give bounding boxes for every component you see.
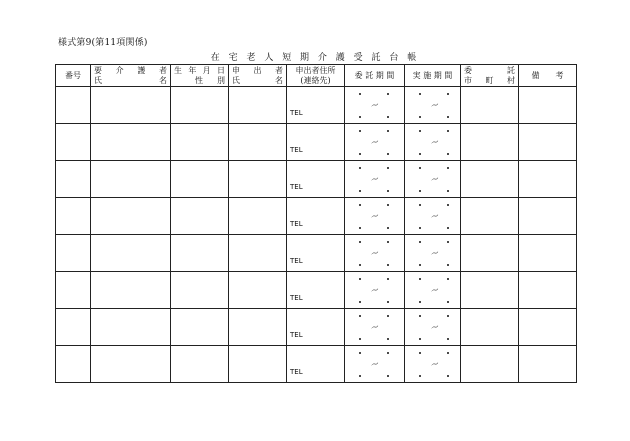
date-separator-dot	[419, 278, 421, 280]
cell-remarks[interactable]	[519, 346, 577, 383]
date-separator-dot	[419, 190, 421, 192]
date-separator-dot	[359, 190, 361, 192]
date-separator-dot	[419, 93, 421, 95]
date-separator-dot	[419, 167, 421, 169]
date-separator-dot	[419, 352, 421, 354]
cell-number[interactable]	[56, 309, 91, 346]
date-separator-dot	[359, 93, 361, 95]
range-mark: ～	[369, 210, 381, 223]
cell-applicant-address[interactable]	[287, 346, 345, 383]
date-separator-dot	[387, 227, 389, 229]
date-separator-dot	[419, 264, 421, 266]
header-text: 市	[464, 75, 472, 85]
date-separator-dot	[387, 190, 389, 192]
table-row	[56, 198, 577, 235]
cell-actual-period[interactable]	[405, 272, 461, 309]
date-separator-dot	[447, 278, 449, 280]
cell-birth-sex[interactable]	[171, 198, 229, 235]
cell-actual-period[interactable]	[405, 198, 461, 235]
header-municipality	[461, 65, 519, 87]
range-mark: ～	[429, 247, 441, 260]
cell-number[interactable]	[56, 161, 91, 198]
header-actual-period-label: 実 施 期 間	[412, 70, 453, 80]
range-mark: ～	[429, 358, 441, 371]
cell-municipality[interactable]	[461, 346, 519, 383]
header-text: 出	[253, 65, 262, 75]
cell-remarks[interactable]	[519, 309, 577, 346]
cell-applicant-name[interactable]	[229, 161, 287, 198]
cell-consign-period[interactable]	[345, 272, 405, 309]
date-separator-dot	[419, 116, 421, 118]
cell-birth-sex[interactable]	[171, 272, 229, 309]
cell-municipality[interactable]	[461, 198, 519, 235]
cell-applicant-address[interactable]	[287, 161, 345, 198]
date-separator-dot	[419, 153, 421, 155]
date-separator-dot	[387, 301, 389, 303]
cell-applicant-name[interactable]	[229, 87, 287, 124]
cell-care-recipient-name[interactable]	[91, 124, 171, 161]
header-remarks-label: 備 考	[531, 70, 564, 80]
date-separator-dot	[359, 167, 361, 169]
cell-birth-sex[interactable]	[171, 309, 229, 346]
cell-applicant-address[interactable]	[287, 309, 345, 346]
range-mark: ～	[429, 210, 441, 223]
cell-municipality[interactable]	[461, 309, 519, 346]
cell-consign-period[interactable]	[345, 161, 405, 198]
cell-applicant-name[interactable]	[229, 346, 287, 383]
cell-remarks[interactable]	[519, 235, 577, 272]
range-mark: ～	[429, 99, 441, 112]
date-separator-dot	[419, 338, 421, 340]
cell-consign-period[interactable]	[345, 124, 405, 161]
table-row	[56, 272, 577, 309]
cell-care-recipient-name[interactable]	[91, 346, 171, 383]
date-separator-dot	[447, 130, 449, 132]
date-separator-dot	[387, 93, 389, 95]
cell-actual-period[interactable]	[405, 124, 461, 161]
header-text: 氏	[94, 75, 102, 85]
header-birth-sex	[171, 65, 229, 87]
cell-applicant-name[interactable]	[229, 235, 287, 272]
cell-care-recipient-name[interactable]	[91, 161, 171, 198]
date-separator-dot	[447, 375, 449, 377]
date-separator-dot	[359, 227, 361, 229]
date-separator-dot	[447, 93, 449, 95]
header-sex-bottom	[174, 76, 225, 86]
date-separator-dot	[387, 116, 389, 118]
header-text: 生	[174, 65, 182, 75]
header-applicant	[229, 65, 287, 87]
cell-consign-period[interactable]	[345, 309, 405, 346]
cell-consign-period[interactable]	[345, 235, 405, 272]
date-separator-dot	[359, 241, 361, 243]
tel-label: TEL	[290, 294, 303, 302]
cell-actual-period[interactable]	[405, 346, 461, 383]
cell-applicant-address[interactable]	[287, 198, 345, 235]
cell-remarks[interactable]	[519, 198, 577, 235]
date-separator-dot	[387, 315, 389, 317]
cell-remarks[interactable]	[519, 124, 577, 161]
header-text: 町	[485, 75, 494, 85]
register-body	[56, 87, 577, 383]
header-number	[56, 65, 91, 87]
cell-applicant-address[interactable]	[287, 124, 345, 161]
cell-remarks[interactable]	[519, 161, 577, 198]
date-separator-dot	[387, 352, 389, 354]
date-separator-dot	[447, 227, 449, 229]
header-text: 性	[195, 75, 203, 85]
header-text: 者	[275, 65, 283, 75]
cell-care-recipient-name[interactable]	[91, 198, 171, 235]
form-number-label: 様式第9(第11項関係)	[58, 38, 148, 48]
range-mark: ～	[369, 136, 381, 149]
cell-actual-period[interactable]	[405, 87, 461, 124]
tel-label: TEL	[290, 183, 303, 191]
cell-consign-period[interactable]	[345, 346, 405, 383]
date-separator-dot	[447, 338, 449, 340]
date-separator-dot	[419, 241, 421, 243]
table-row	[56, 161, 577, 198]
cell-municipality[interactable]	[461, 87, 519, 124]
header-text: 別	[217, 75, 225, 85]
cell-municipality[interactable]	[461, 124, 519, 161]
date-separator-dot	[387, 167, 389, 169]
header-municipality-bottom	[464, 76, 515, 86]
cell-municipality[interactable]	[461, 235, 519, 272]
range-mark: ～	[369, 321, 381, 334]
range-mark: ～	[369, 284, 381, 297]
cell-number[interactable]	[56, 87, 91, 124]
cell-birth-sex[interactable]	[171, 87, 229, 124]
document-title: 在 宅 老 人 短 期 介 護 受 託 台 帳	[210, 53, 420, 63]
cell-actual-period[interactable]	[405, 309, 461, 346]
cell-care-recipient-name[interactable]	[91, 235, 171, 272]
cell-birth-sex[interactable]	[171, 346, 229, 383]
header-municipality-top	[464, 66, 515, 76]
header-remarks	[519, 65, 577, 87]
date-separator-dot	[419, 130, 421, 132]
cell-birth-sex[interactable]	[171, 235, 229, 272]
cell-number[interactable]	[56, 235, 91, 272]
cell-municipality[interactable]	[461, 161, 519, 198]
date-separator-dot	[359, 130, 361, 132]
header-actual-period	[405, 65, 461, 87]
date-separator-dot	[419, 204, 421, 206]
header-text: 護	[137, 65, 146, 75]
tel-label: TEL	[290, 331, 303, 339]
register-table	[55, 64, 577, 383]
cell-actual-period[interactable]	[405, 161, 461, 198]
date-separator-dot	[447, 352, 449, 354]
header-birth-top	[174, 66, 225, 76]
date-separator-dot	[447, 190, 449, 192]
cell-applicant-address[interactable]	[287, 235, 345, 272]
header-text: 村	[507, 75, 515, 85]
range-mark: ～	[429, 136, 441, 149]
date-separator-dot	[387, 278, 389, 280]
date-separator-dot	[387, 338, 389, 340]
header-applicant-top	[232, 66, 283, 76]
table-row	[56, 346, 577, 383]
table-row	[56, 87, 577, 124]
cell-applicant-address[interactable]	[287, 272, 345, 309]
tel-label: TEL	[290, 368, 303, 376]
date-separator-dot	[387, 241, 389, 243]
cell-applicant-address[interactable]	[287, 87, 345, 124]
range-mark: ～	[369, 358, 381, 371]
cell-applicant-name[interactable]	[229, 309, 287, 346]
date-separator-dot	[447, 167, 449, 169]
cell-birth-sex[interactable]	[171, 161, 229, 198]
header-text: 託	[507, 65, 515, 75]
tel-label: TEL	[290, 257, 303, 265]
cell-number[interactable]	[56, 124, 91, 161]
date-separator-dot	[387, 204, 389, 206]
header-text: 介	[115, 65, 124, 75]
range-mark: ～	[369, 99, 381, 112]
date-separator-dot	[447, 204, 449, 206]
date-separator-dot	[359, 301, 361, 303]
range-mark: ～	[429, 173, 441, 186]
cell-applicant-name[interactable]	[229, 198, 287, 235]
header-applicant-bottom	[232, 76, 283, 86]
cell-number[interactable]	[56, 346, 91, 383]
date-separator-dot	[387, 130, 389, 132]
cell-care-recipient-name[interactable]	[91, 272, 171, 309]
cell-applicant-name[interactable]	[229, 124, 287, 161]
header-text: 名	[159, 75, 167, 85]
date-separator-dot	[387, 264, 389, 266]
cell-applicant-name[interactable]	[229, 272, 287, 309]
header-row	[56, 65, 577, 87]
cell-remarks[interactable]	[519, 272, 577, 309]
date-separator-dot	[447, 301, 449, 303]
range-mark: ～	[429, 284, 441, 297]
header-text: 申	[232, 65, 240, 75]
header-consign-period-label: 委 託 期 間	[354, 70, 395, 80]
date-separator-dot	[359, 116, 361, 118]
cell-municipality[interactable]	[461, 272, 519, 309]
range-mark: ～	[369, 173, 381, 186]
date-separator-dot	[359, 278, 361, 280]
date-separator-dot	[419, 301, 421, 303]
header-address-top: 申出者住所	[295, 65, 336, 75]
date-separator-dot	[447, 116, 449, 118]
date-separator-dot	[359, 204, 361, 206]
date-separator-dot	[447, 153, 449, 155]
header-care-recipient-bottom	[94, 76, 167, 86]
header-text: 年	[188, 65, 197, 75]
tel-label: TEL	[290, 109, 303, 117]
header-care-recipient	[91, 65, 171, 87]
header-consign-period	[345, 65, 405, 87]
date-separator-dot	[359, 338, 361, 340]
date-separator-dot	[387, 153, 389, 155]
date-separator-dot	[447, 264, 449, 266]
cell-care-recipient-name[interactable]	[91, 309, 171, 346]
date-separator-dot	[359, 375, 361, 377]
header-number-label: 番号	[65, 70, 81, 80]
cell-consign-period[interactable]	[345, 198, 405, 235]
tel-label: TEL	[290, 146, 303, 154]
date-separator-dot	[359, 264, 361, 266]
date-separator-dot	[447, 315, 449, 317]
date-separator-dot	[447, 241, 449, 243]
table-row	[56, 235, 577, 272]
date-separator-dot	[359, 153, 361, 155]
date-separator-dot	[419, 315, 421, 317]
range-mark: ～	[429, 321, 441, 334]
header-text: 月	[202, 65, 211, 75]
header-text: 要	[94, 65, 102, 75]
table-row	[56, 124, 577, 161]
header-text: 名	[275, 75, 283, 85]
cell-number[interactable]	[56, 272, 91, 309]
date-separator-dot	[359, 352, 361, 354]
cell-number[interactable]	[56, 198, 91, 235]
table-row	[56, 309, 577, 346]
cell-actual-period[interactable]	[405, 235, 461, 272]
header-text: 氏	[232, 75, 240, 85]
date-separator-dot	[359, 315, 361, 317]
header-text: 委	[464, 65, 472, 75]
cell-care-recipient-name[interactable]	[91, 87, 171, 124]
header-text: 日	[216, 65, 225, 75]
cell-birth-sex[interactable]	[171, 124, 229, 161]
date-separator-dot	[387, 375, 389, 377]
range-mark: ～	[369, 247, 381, 260]
cell-consign-period[interactable]	[345, 87, 405, 124]
header-address-bottom: (連絡先)	[300, 75, 331, 85]
header-text: 者	[158, 65, 167, 75]
header-care-recipient-top	[94, 66, 167, 76]
cell-remarks[interactable]	[519, 87, 577, 124]
date-separator-dot	[419, 375, 421, 377]
date-separator-dot	[419, 227, 421, 229]
header-address	[287, 65, 345, 87]
tel-label: TEL	[290, 220, 303, 228]
